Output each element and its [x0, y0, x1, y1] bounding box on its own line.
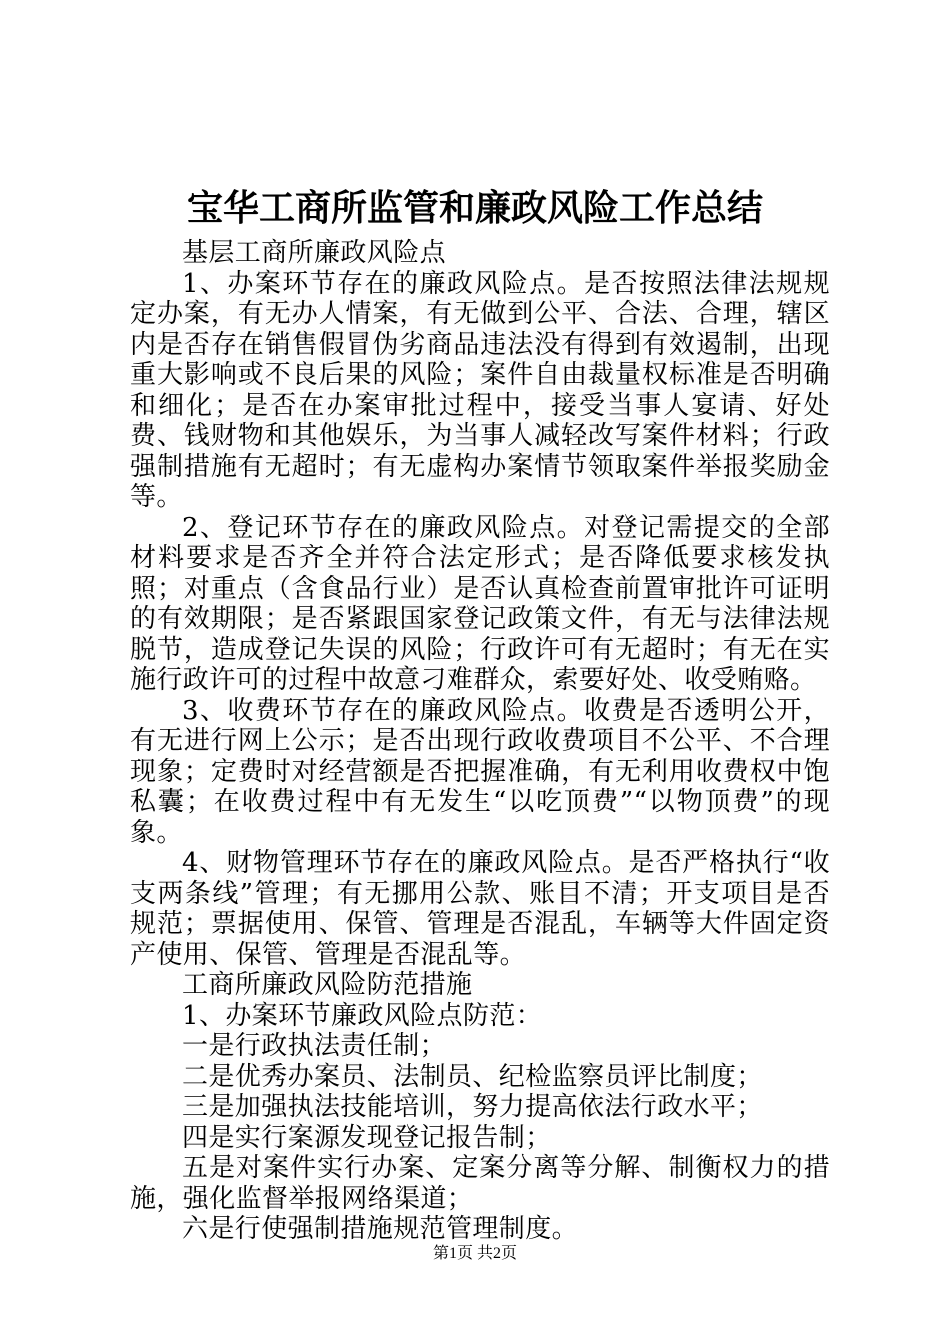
document-body: [130, 238, 830, 1245]
paragraph-property-management-risk: 4、财物管理环节存在的廉政风险点。是否严格执行“收支两条线”管理；有无挪用公款、账目不清；开支项目是否规范；票据使用、保管、管理是否混乱，车辆等大件固定资产使用、保管、管理是否混乱等。: [130, 848, 830, 970]
list-item-measure-6: 六是行使强制措施规范管理制度。: [182, 1214, 579, 1244]
list-item-measure-1: 一是行政执法责任制；: [182, 1031, 447, 1061]
list-item-measure-2: 二是优秀办案员、法制员、纪检监察员评比制度；: [182, 1061, 763, 1092]
list-item-measure-5: 五是对案件实行办案、定案分离等分解、制衡权力的措施，强化监督举报网络渠道；: [130, 1153, 830, 1214]
paragraph-fee-collection-risk: 3、收费环节存在的廉政风险点。收费是否透明公开，有无进行网上公示；是否出现行政收费项目不公平、不合理现象；定费时对经营额是否把握准确，有无利用收费权中饱私囊；在收费过程中有无发生“以吃顶费”“以物顶费”的现象。: [130, 695, 830, 848]
list-item-measure-4: 四是实行案源发现登记报告制；: [182, 1122, 552, 1153]
paragraph-risk-points-heading: 基层工商所廉政风险点: [182, 238, 447, 268]
paragraph-case-handling-prevention: 1、办案环节廉政风险点防范：: [182, 1000, 543, 1031]
page-footer: 第1页 共2页: [432, 1245, 517, 1262]
paragraph-case-handling-risk: 1、办案环节存在的廉政风险点。是否按照法律法规规定办案，有无办人情案，有无做到公平、合法、合理，辖区内是否存在销售假冒伪劣商品违法没有得到有效遏制，出现重大影响或不良后果的风险；案件自由裁量权标准是否明确和细化；是否在办案审批过程中，接受当事人宴请、好处费、钱财物和其他娱乐，为当事人减轻改写案件材料；行政强制措施有无超时；有无虚构办案情节领取案件举报奖励金等。: [130, 268, 830, 512]
paragraph-registration-risk: 2、登记环节存在的廉政风险点。对登记需提交的全部材料要求是否齐全并符合法定形式；是否降低要求核发执照；对重点（含食品行业）是否认真检查前置审批许可证明的有效期限；是否紧跟国家登记政策文件，有无与法律法规脱节，造成登记失误的风险；行政许可有无超时；有无在实施行政许可的过程中故意刁难群众，索要好处、收受贿赂。: [130, 512, 830, 695]
list-item-measure-3: 三是加强执法技能培训，努力提高依法行政水平；: [182, 1092, 763, 1122]
paragraph-prevention-measures-heading: 工商所廉政风险防范措施: [182, 970, 473, 1000]
page-title: 宝华工商所监管和廉政风险工作总结: [186, 187, 763, 229]
